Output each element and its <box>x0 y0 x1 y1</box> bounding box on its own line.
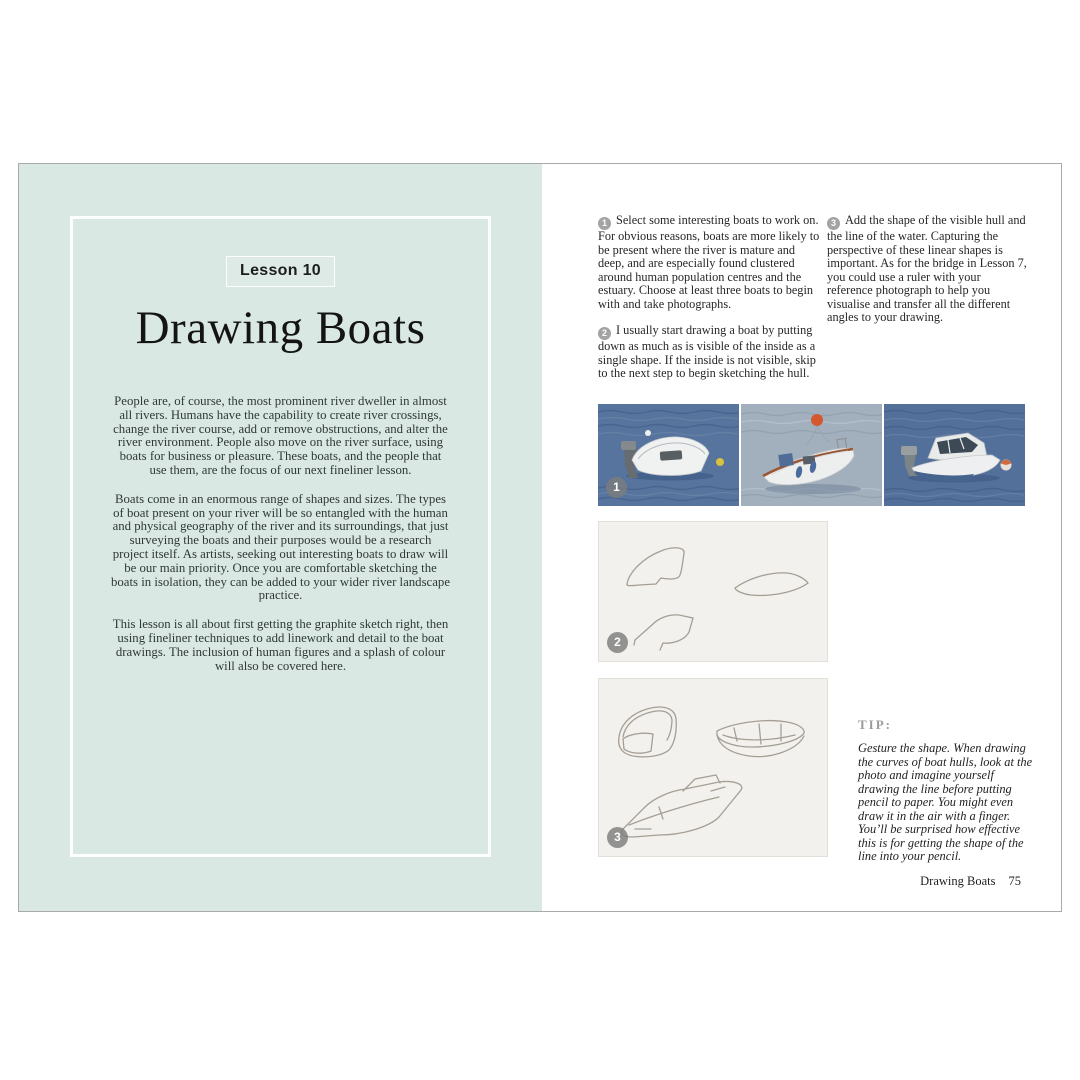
figure-3-sketch-panel <box>598 678 828 857</box>
steps-column-2 <box>827 214 1029 338</box>
step-1-number-icon: 1 <box>598 217 611 230</box>
steps-column-1 <box>598 214 820 394</box>
footer-page-number: 75 <box>1008 874 1021 888</box>
step-2-text: I usually start drawing a boat by putting down as much as is visible of the inside as a single shape. If the inside is not visible, skip to the next step to begin sketching the hull. <box>598 323 816 380</box>
footer-chapter-label: Drawing Boats <box>920 874 996 888</box>
tip-heading: TIP: <box>858 717 892 732</box>
boat-photo-3-illustration <box>884 404 1025 506</box>
figure-1-badge: 1 <box>606 477 627 498</box>
step-3-text: Add the shape of the visible hull and the line of the water. Capturing the perspective of these linear shapes is important. As for the bridge in Lesson 7, you could use a ruler with your reference photograph to help you visualise and transfer all the different angles to your drawing. <box>827 213 1027 324</box>
step-1 <box>598 214 820 311</box>
sketch-hull-outlines-illustration <box>599 679 827 856</box>
sketch-inside-shapes-illustration <box>599 522 827 661</box>
step-1-text: Select some interesting boats to work on. For obvious reasons, boats are more likely to be present where the river is mature and deep, and are especially found clustered around human population centres and the estuary. Choose at least three boats to begin with and take photographs. <box>598 213 820 311</box>
left-page <box>19 164 542 911</box>
step-3-number-icon: 3 <box>827 217 840 230</box>
step-2-number-icon: 2 <box>598 327 611 340</box>
figure-3-badge: 3 <box>607 827 628 848</box>
figure-1-photo-strip <box>598 404 1025 506</box>
intro-paragraph: This lesson is all about first getting the graphite sketch right, then using fineliner techniques to add linework and detail to the boat drawings. The inclusion of human figures and a splash of colour will also be covered here. <box>112 617 449 673</box>
figure-2-badge: 2 <box>607 632 628 653</box>
figure-2-sketch-panel <box>598 521 828 662</box>
boat-photo-fishing-boat <box>741 404 882 506</box>
intro-paragraph: People are, of course, the most prominent river dweller in almost all rivers. Humans have the capability to create river crossings, change the river course, add or remove obstructions, and alter the river environment. People also move on the river surface, using boats for business or pleasure. These boats, and the people that use them, are the focus of our next fineliner lesson. <box>113 394 448 477</box>
step-2 <box>598 324 820 381</box>
intro-paragraph: Boats come in an enormous range of shapes and sizes. The types of boat present on your river will be so entangled with the human and physical geography of the river and its surroundings, that just surveying the boats and their purposes would be a research project itself. As artists, seeking out interesting boats to draw will be our main priority. Once you are comfortable sketching the boats in isolation, they can be added to your wider river landscape practice. <box>110 491 450 603</box>
step-3 <box>827 214 1029 325</box>
boat-photo-cabin-cruiser <box>884 404 1025 506</box>
right-page <box>542 164 1061 911</box>
boat-photo-2-illustration <box>741 404 882 506</box>
chapter-title: Drawing Boats <box>135 302 426 354</box>
tip-text: Gesture the shape. When drawing the curves of boat hulls, look at the photo and imagine yourself drawing the line before putting pencil to paper. You might even draw it in the air with a finger. You’ll be surprised how effective this is for getting the shape of the line into your pencil. <box>858 741 1033 863</box>
page-footer <box>920 874 1021 889</box>
book-spread <box>18 163 1062 912</box>
lesson-number-badge: Lesson 10 <box>226 256 335 287</box>
tip-box <box>858 717 1038 864</box>
